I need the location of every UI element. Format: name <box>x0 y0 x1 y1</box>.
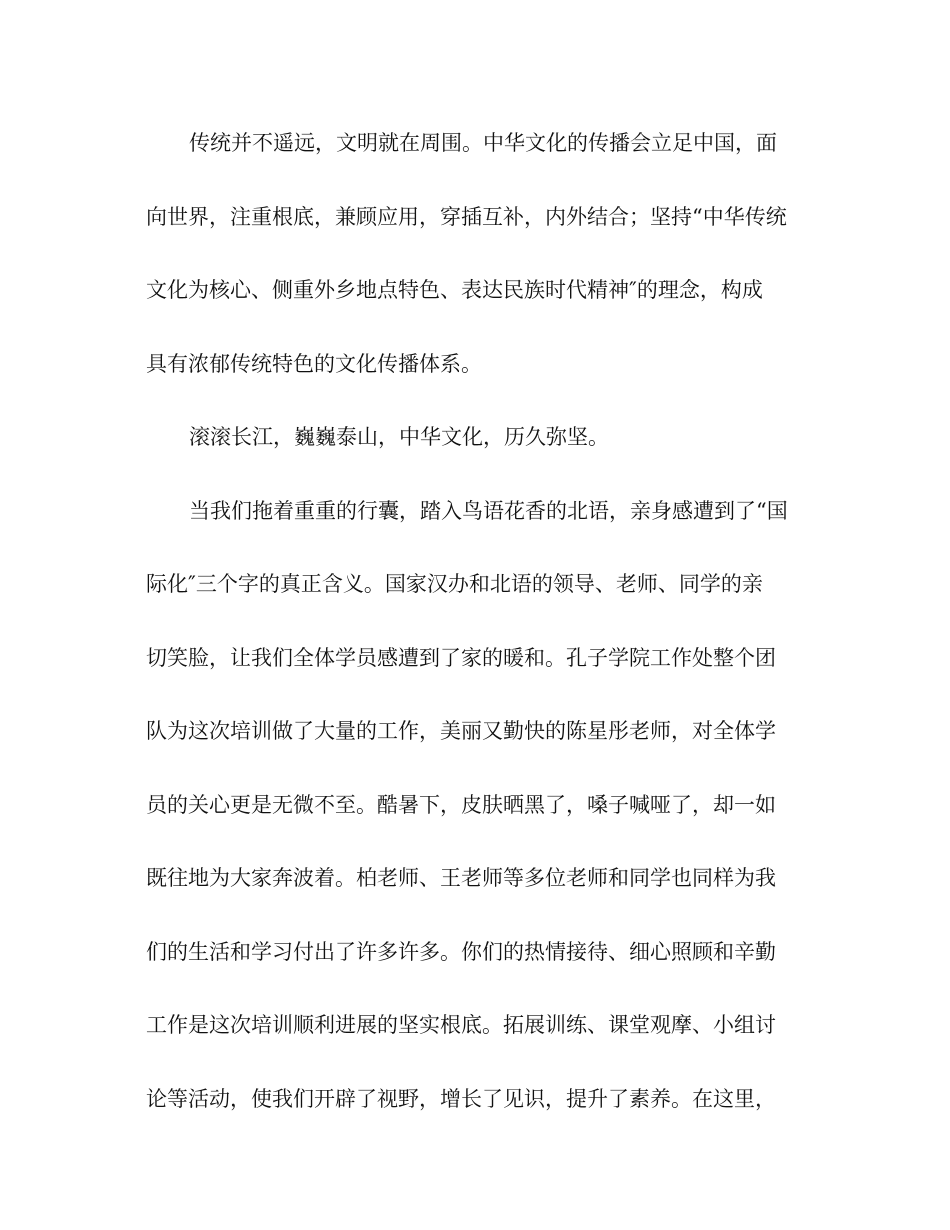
text-line: 传统并不遥远，文明就在周围。中华文化的传播会立足中国，面 <box>189 131 777 155</box>
text-line: 具有浓郁传统特色的文化传播体系。 <box>146 351 482 376</box>
text-line: 工作是这次培训顺利进展的坚实根底。拓展训练、课堂观摩、小组讨 <box>146 1013 776 1037</box>
document-body <box>146 120 826 1149</box>
text-line: 队为这次培训做了大量的工作，美丽又勤快的陈星彤老师，对全体学 <box>146 719 776 743</box>
text-line: 员的关心更是无微不至。酷暑下，皮肤晒黑了，嗓子喊哑了，却一如 <box>146 792 776 817</box>
paragraph-1 <box>146 120 826 414</box>
text-line: 向世界，注重根底，兼顾应用，穿插互补，内外结合；坚持“中华传统 <box>146 204 787 229</box>
paragraph-3 <box>146 488 826 1150</box>
text-line: 既往地为大家奔波着。柏老师、王老师等多位老师和同学也同样为我 <box>146 866 776 890</box>
text-line: 文化为核心、侧重外乡地点特色、表达民族时代精神″的理念，构成 <box>146 278 763 302</box>
text-line: 切笑脸，让我们全体学员感遭到了家的暖和。孔子学院工作处整个团 <box>146 645 776 670</box>
paragraph-2 <box>146 414 826 488</box>
text-line: 际化″三个字的真正含义。国家汉办和北语的领导、老师、同学的亲 <box>146 572 763 596</box>
text-line: 当我们拖着重重的行囊，踏入鸟语花香的北语，亲身感遭到了“国 <box>189 498 788 523</box>
text-line: 论等活动，使我们开辟了视野，增长了见识，提升了素养。在这里， <box>146 1086 776 1111</box>
text-line: 们的生活和学习付出了许多许多。你们的热情接待、细心照顾和辛勤 <box>146 939 776 964</box>
text-line: 滚滚长江，巍巍泰山，中华文化，历久弥坚。 <box>189 425 609 449</box>
